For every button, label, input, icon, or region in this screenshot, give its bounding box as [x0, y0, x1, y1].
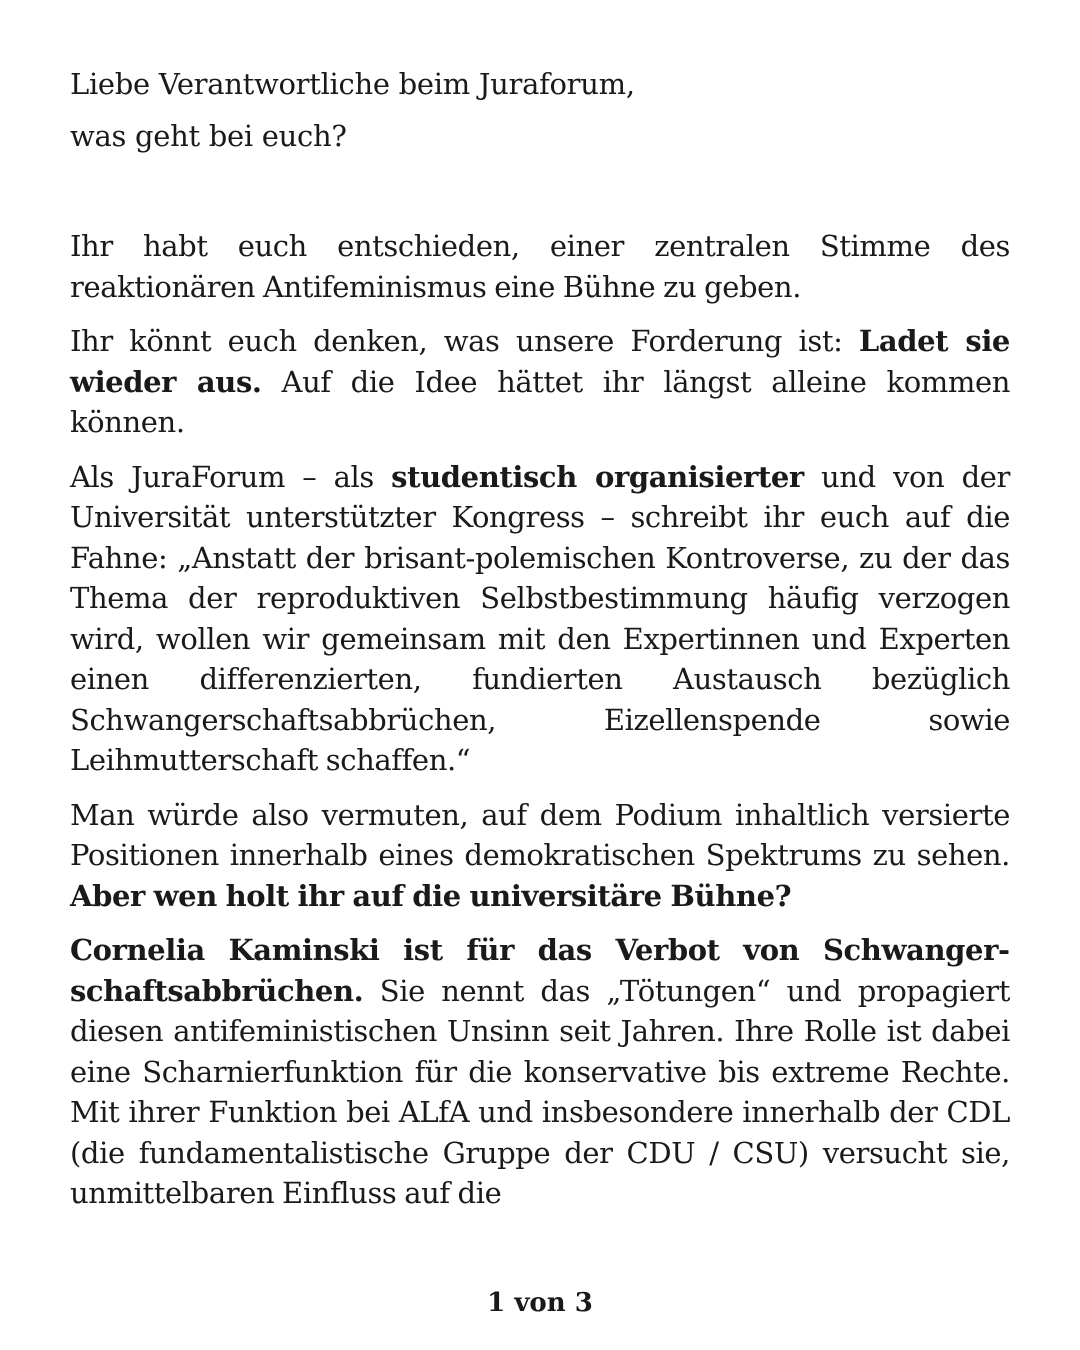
paragraph-5-text-b: Sie nennt das „Tötungen“ und propagiert diesen antifeministischen Unsinn seit Jahren. Ihre Rolle ist dabei eine Scharnierfunktion für die konservative bis extreme Rechte. Mit ihrer Funktion bei ALfA und insbesondere innerhalb der CDL (die fundamentalistische Gruppe der CDU / CSU) versucht sie, unmittelbaren Einfluss auf die [70, 973, 1010, 1210]
paragraph-4-text-a: Man würde also vermuten, auf dem Podium inhaltlich versierte Positionen innerhalb eines demokratischen Spektrums zu sehen. [70, 797, 1010, 872]
paragraph-1: Ihr habt euch entschieden, einer zentralen Stimme des reaktionären Antifeminismus eine Bühne zu geben. [70, 229, 1010, 304]
paragraph-3 [70, 457, 1010, 781]
letter-body [70, 58, 1010, 1228]
paragraph-2-text-c: Auf die Idee hättet ihr längst alleine kommen können. [70, 364, 1010, 439]
page-indicator: 1 von 3 [487, 1288, 593, 1318]
paragraph-5 [70, 930, 1010, 1214]
letter-question: was geht bei euch? [70, 119, 347, 153]
paragraph-4 [70, 795, 1010, 917]
paragraph-3-text-a: Als JuraForum – als [70, 459, 392, 494]
paragraph-2-text-a: Ihr könnt euch denken, was unsere Forderung ist: [70, 324, 859, 358]
letter-greeting: Liebe Verantwortliche beim Juraforum, [70, 67, 635, 101]
paragraph-5-emphasis: Cornelia Kaminski ist für das Verbot von Schwangerschaftsabbrüchen. [70, 933, 1010, 1008]
paragraph-3-text-c: und von der Universität unterstützter Kongress – schreibt ihr euch auf die Fahne: „Anstatt der brisant-polemischen Kontroverse, zu der das Thema der reproduktiven Selbstbestimmung häufig verzogen wird, wollen wir gemeinsam mit den Expertinnen und Experten einen differenzierten, fundierten Austausch bezüglich Schwangerschaftsabbrüchen, Eizellenspende sowie Leihmutterschaft schaffen.“ [70, 459, 1010, 777]
paragraph-2 [70, 321, 1010, 443]
paragraph-3-emphasis: studentisch organisierter [391, 459, 804, 494]
paragraph-4-emphasis: Aber wen holt ihr auf die universitäre Bühne? [70, 878, 792, 913]
paragraph-2-emphasis: Ladet sie wieder aus. [70, 324, 1010, 399]
